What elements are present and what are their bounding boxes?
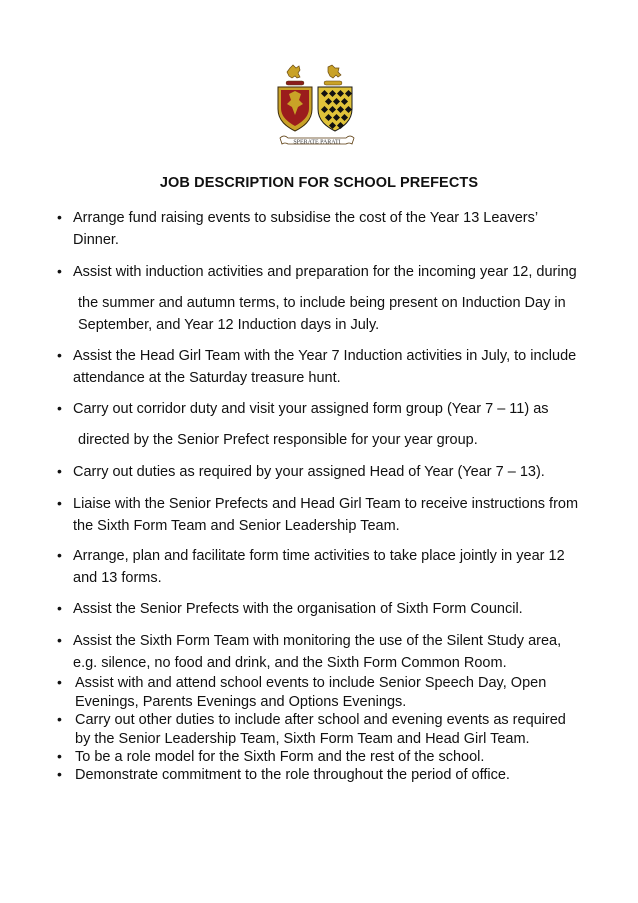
bullet-icon: •: [57, 400, 62, 416]
list-item-text: [73, 599, 613, 621]
list-item-text: [73, 462, 613, 484]
list-item-line: Dinner.: [73, 231, 119, 248]
list-item-text: [73, 262, 613, 284]
list-item-text: [73, 208, 613, 251]
school-crest-icon: [272, 64, 362, 154]
bullet-icon: •: [57, 711, 62, 727]
list-item-line: Carry out corridor duty and visit your assigned form group (Year 7 – 11) as: [73, 401, 549, 417]
list-item-line: Assist the Head Girl Team with the Year 7 Induction activities in July, to include: [73, 348, 577, 364]
list-item-line: Liaise with the Senior Prefects and Head Girl Team to receive instructions from: [73, 496, 579, 512]
list-item-line: by the Senior Leadership Team, Sixth Form Team and Head Girl Team.: [75, 730, 530, 747]
list-item-line: Arrange fund raising events to subsidise the cost of the Year 13 Leavers’: [73, 210, 539, 226]
list-item-text: [73, 346, 613, 389]
bullet-icon: •: [57, 748, 62, 764]
bullet-icon: •: [57, 600, 62, 616]
list-item-line: Assist the Senior Prefects with the organisation of Sixth Form Council.: [73, 601, 523, 617]
list-item-line: the Sixth Form Team and Senior Leadership Team.: [73, 517, 400, 534]
document-title: JOB DESCRIPTION FOR SCHOOL PREFECTS: [159, 175, 479, 191]
list-item-line: Demonstrate commitment to the role throughout the period of office.: [75, 767, 510, 783]
list-item-line: e.g. silence, no food and drink, and the Sixth Form Common Room.: [73, 654, 507, 671]
list-item-line: Assist with induction activities and preparation for the incoming year 12, during: [73, 264, 577, 280]
list-item-line: Evenings, Parents Evenings and Options Evenings.: [75, 693, 407, 710]
bullet-icon: •: [57, 209, 62, 225]
list-item-text: [75, 766, 615, 785]
list-item-text: [73, 631, 613, 674]
list-item-line: the summer and autumn terms, to include being present on Induction Day in: [78, 295, 566, 311]
crest-motto: SPERATE PARATI: [293, 139, 341, 146]
list-item-text: [75, 748, 615, 767]
list-item-line: Carry out duties as required by your assigned Head of Year (Year 7 – 13).: [73, 464, 545, 480]
list-item-text: [73, 546, 613, 589]
list-item-text: [75, 674, 615, 711]
list-item-line: September, and Year 12 Induction days in July.: [78, 316, 380, 333]
bullet-icon: •: [57, 463, 62, 479]
bullet-icon: •: [57, 766, 62, 782]
list-item-line: To be a role model for the Sixth Form and the rest of the school.: [75, 749, 485, 765]
bullet-icon: •: [57, 263, 62, 279]
list-item-line: and 13 forms.: [73, 569, 162, 586]
list-item-line: Assist the Sixth Form Team with monitoring the use of the Silent Study area,: [73, 633, 562, 649]
list-item-line: directed by the Senior Prefect responsible for your year group.: [78, 432, 478, 448]
bullet-icon: •: [57, 547, 62, 563]
list-item-text: [78, 430, 618, 452]
list-item-line: Arrange, plan and facilitate form time activities to take place jointly in year 12: [73, 548, 565, 564]
list-item-line: attendance at the Saturday treasure hunt.: [73, 369, 341, 386]
list-item-text: [75, 711, 615, 748]
bullet-icon: •: [57, 495, 62, 511]
list-item-text: [73, 399, 613, 421]
bullet-icon: •: [57, 674, 62, 690]
list-item-line: Carry out other duties to include after school and evening events as required: [75, 712, 566, 728]
list-item-text: [73, 494, 613, 537]
list-item-text: [78, 293, 618, 336]
list-item-line: Assist with and attend school events to include Senior Speech Day, Open: [75, 675, 547, 691]
bullet-icon: •: [57, 347, 62, 363]
bullet-icon: •: [57, 632, 62, 648]
